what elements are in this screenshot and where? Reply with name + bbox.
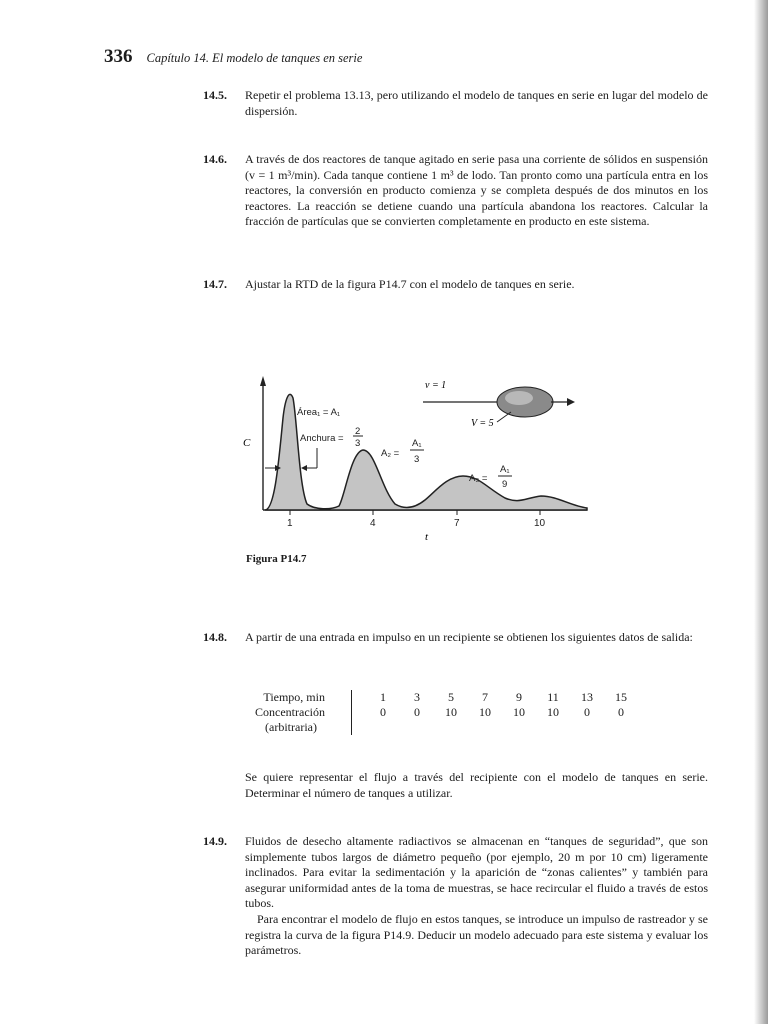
table-column xyxy=(502,690,536,735)
a2-label: A₂ = xyxy=(381,448,400,459)
tick-label: 1 xyxy=(287,518,293,529)
row-label-time: Tiempo, min xyxy=(263,690,325,704)
problem-14-8 xyxy=(203,630,708,646)
tick-label: 7 xyxy=(454,518,460,529)
conc-value: 0 xyxy=(379,705,386,719)
table-values xyxy=(352,690,638,735)
time-value: 3 xyxy=(413,690,420,704)
paragraph: Fluidos de desecho altamente radiactivos se almacenan en “tanques de seguridad”, que son simplemente tubos largos de diámetro pequeño (por ejemplo, 20 m por 10 cm) ligeramente inclinados. Para evitar la sedimentación y la aparición de “zonas calientes” y también para asegurar uniformidad antes de la toma de muestras, se hace recircular el fluido a través de estos tubos. xyxy=(245,834,708,911)
table-column xyxy=(570,690,604,735)
conc-value: 0 xyxy=(617,705,624,719)
y-axis-arrow xyxy=(260,376,266,386)
conc-value: 10 xyxy=(546,705,559,719)
problem-14-5 xyxy=(203,88,708,119)
paragraph: Ajustar la RTD de la figura P14.7 con el modelo de tanques en serie. xyxy=(245,277,575,291)
problem-text xyxy=(245,88,708,119)
paragraph: A través de dos reactores de tanque agitado en serie pasa una corriente de sólidos en suspensión (v = 1 m³/min). Cada tanque contiene 1 m³ de lodo. Tan pronto como una partícula entra en los reactores, la conversión en producto comienza y se completa después de dos minutos en los reactores. La reacción se detiene cuando una partícula abandona los reactores. Calcular la fracción de partículas que se convierten completamente en producto en este sistema. xyxy=(245,152,708,229)
figure-p14-7 xyxy=(235,368,595,548)
page-number: 336 xyxy=(104,46,133,67)
table-column xyxy=(468,690,502,735)
running-head xyxy=(104,46,362,68)
y-axis-label: C xyxy=(243,437,251,449)
problem-number: 14.8. xyxy=(203,630,227,644)
time-value: 5 xyxy=(447,690,454,704)
problem-text xyxy=(245,152,708,230)
x-axis-label: t xyxy=(425,531,429,543)
table-column xyxy=(400,690,434,735)
problem-text xyxy=(245,277,708,293)
problem-text xyxy=(245,630,708,646)
a2-den: 3 xyxy=(414,454,420,465)
problem-number: 14.6. xyxy=(203,152,227,166)
problem-number: 14.7. xyxy=(203,277,227,291)
table-column xyxy=(366,690,400,735)
conc-value: 0 xyxy=(413,705,420,719)
problem-number: 14.5. xyxy=(203,88,227,102)
width-num: 2 xyxy=(355,426,361,437)
row-label-concentration: Concentración xyxy=(255,705,325,719)
width-den: 3 xyxy=(355,438,361,449)
a3-label: A₃ = xyxy=(469,473,488,484)
tick-label: 4 xyxy=(370,518,376,529)
table-column xyxy=(536,690,570,735)
conc-value: 10 xyxy=(512,705,525,719)
time-value: 13 xyxy=(580,690,593,704)
time-value: 9 xyxy=(515,690,522,704)
time-value: 1 xyxy=(379,690,386,704)
table-column xyxy=(604,690,638,735)
table-column xyxy=(434,690,468,735)
tick-label: 10 xyxy=(534,518,546,529)
after-table-text xyxy=(203,770,708,801)
conc-value: 10 xyxy=(444,705,457,719)
area1-label: Área₁ = A₁ xyxy=(297,407,341,418)
problem-14-6 xyxy=(203,152,708,230)
problem-text xyxy=(245,834,708,959)
problem-14-7 xyxy=(203,277,708,293)
a3-den: 9 xyxy=(502,479,508,490)
paragraph: Se quiere representar el flujo a través del recipiente con el modelo de tanques en serie. Determinar el número de tanques a utilizar. xyxy=(245,770,708,800)
paragraph: Para encontrar el modelo de flujo en estos tanques, se introduce un impulso de rastreador y se registra la curva de la figura P14.9. Deducir un modelo adecuado para este sistema y evaluar los parámetros. xyxy=(245,911,708,958)
chapter-title: Capítulo 14. El modelo de tanques en serie xyxy=(146,51,363,65)
rtd-plot xyxy=(235,368,595,548)
row-label-unit: (arbitraria) xyxy=(265,720,317,734)
problem-14-9 xyxy=(203,834,708,959)
paragraph: Repetir el problema 13.13, pero utilizando el modelo de tanques en serie en lugar del modelo de dispersión. xyxy=(245,88,708,118)
volume-label: V = 5 xyxy=(471,418,494,429)
a3-num: A₁ xyxy=(500,464,510,475)
figure-caption: Figura P14.7 xyxy=(246,553,307,565)
data-table xyxy=(255,690,638,735)
width-label: Anchura = xyxy=(300,433,344,444)
time-value: 7 xyxy=(481,690,488,704)
conc-value: 10 xyxy=(478,705,491,719)
flow-label: v = 1 xyxy=(425,380,447,391)
a2-num: A₁ xyxy=(412,438,422,449)
problem-number: 14.9. xyxy=(203,834,227,848)
row-labels xyxy=(255,690,352,735)
conc-value: 0 xyxy=(583,705,590,719)
time-value: 15 xyxy=(614,690,627,704)
paragraph: A partir de una entrada en impulso en un recipiente se obtienen los siguientes datos de salida: xyxy=(245,630,693,644)
page-edge-shadow xyxy=(754,0,768,1024)
time-value: 11 xyxy=(547,690,559,704)
